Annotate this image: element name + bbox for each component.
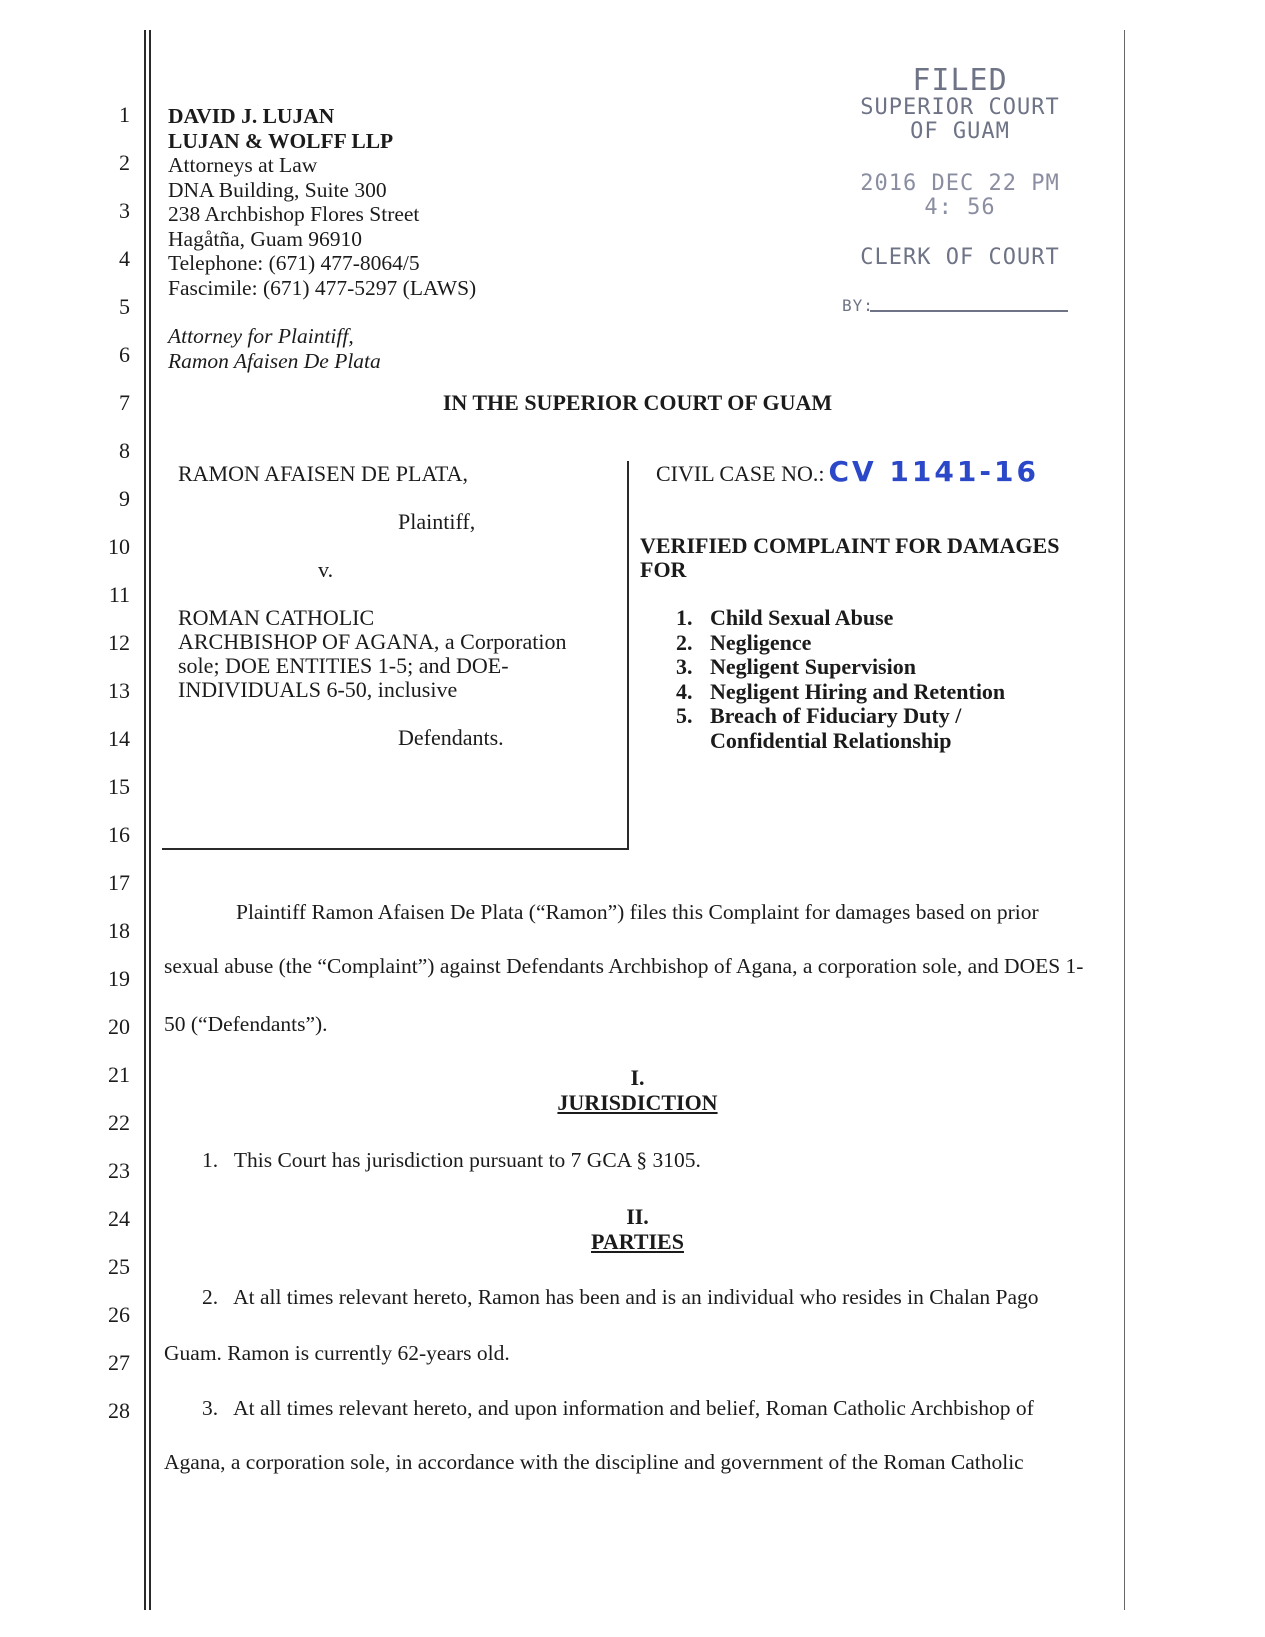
line-number: 13 [108, 678, 130, 703]
paragraph-1: 1. This Court has jurisdiction pursuant to 7 GCA § 3105. [202, 1148, 701, 1172]
stamp-signature-line [870, 310, 1068, 312]
plaintiff-label: Plaintiff, [398, 509, 476, 534]
left-margin-rule-inner [149, 30, 151, 1610]
line-number: 20 [108, 1014, 130, 1039]
section-1-heading-text: JURISDICTION [557, 1090, 718, 1115]
line-number: 12 [108, 630, 130, 655]
line-number: 7 [119, 390, 130, 415]
defendants-label: Defendants. [398, 725, 504, 750]
intro-line: Plaintiff Ramon Afaisen De Plata (“Ramon”) files this Complaint for damages based on prior [236, 900, 1039, 924]
claim-text: Negligent Hiring and Retention [710, 678, 1006, 704]
attorney-fax: Fascimile: (671) 477-5297 (LAWS) [168, 275, 477, 300]
attorney-address-line: Hagåtña, Guam 96910 [168, 226, 363, 251]
line-number: 24 [108, 1206, 130, 1231]
complaint-title-line2: FOR [640, 557, 687, 582]
line-number: 27 [108, 1350, 130, 1375]
claim-item [676, 729, 1116, 754]
line-number: 2 [119, 150, 130, 175]
stamp-clerk: CLERK OF COURT [860, 245, 1060, 270]
stamp-court-line2: OF GUAM [910, 119, 1010, 144]
line-number: 9 [119, 486, 130, 511]
claim-number: 5. [676, 703, 693, 728]
line-number: 3 [119, 198, 130, 223]
left-margin-rule-outer [144, 30, 146, 1610]
line-number: 14 [108, 726, 130, 751]
claim-item [676, 655, 1116, 680]
versus: v. [318, 557, 334, 582]
case-number [656, 455, 1116, 488]
caption-parties [178, 462, 628, 750]
law-firm-name: LUJAN & WOLFF LLP [168, 128, 394, 153]
section-2-numeral: II. [626, 1204, 649, 1229]
line-number: 19 [108, 966, 130, 991]
section-1-heading [150, 1091, 1125, 1115]
attorney-client: Ramon Afaisen De Plata [168, 348, 381, 373]
claims-list [676, 606, 1116, 753]
defendant-line: ARCHBISHOP OF AGANA, a Corporation [178, 629, 567, 654]
paragraph-3-line: 3. At all times relevant hereto, and upon information and belief, Roman Catholic Archbishop of [202, 1396, 1034, 1420]
filed-stamp [840, 63, 1080, 316]
stamp-filed: FILED [912, 63, 1008, 98]
line-number: 15 [108, 774, 130, 799]
claim-number: 2. [676, 629, 693, 655]
stamp-by-line [840, 296, 1080, 316]
line-number: 26 [108, 1302, 130, 1327]
line-number: 25 [108, 1254, 130, 1279]
line-number: 23 [108, 1158, 130, 1183]
plaintiff-name: RAMON AFAISEN DE PLATA, [178, 461, 468, 486]
claim-text: Breach of Fiduciary Duty / [710, 703, 962, 728]
line-number: 21 [108, 1062, 130, 1087]
claim-text: Negligence [710, 629, 812, 655]
claim-number: 1. [676, 605, 693, 630]
case-number-handwritten: CV 1141-16 [828, 455, 1039, 488]
paragraph-2-line: Guam. Ramon is currently 62-years old. [164, 1341, 510, 1365]
paragraph-3-line: Agana, a corporation sole, in accordance with the discipline and government of the Roman Catholic [164, 1450, 1024, 1474]
attorney-name: DAVID J. LUJAN [168, 104, 335, 128]
section-1-numeral: I. [630, 1065, 645, 1090]
claim-item [676, 631, 1116, 656]
claim-text: Child Sexual Abuse [710, 605, 894, 630]
section-2-heading [150, 1230, 1125, 1254]
line-number: 6 [119, 342, 130, 367]
line-number: 5 [119, 294, 130, 319]
attorney-address-line: Attorneys at Law [168, 153, 318, 177]
caption-divider-horizontal [162, 848, 629, 850]
claim-text: Negligent Supervision [710, 654, 916, 679]
court-title: IN THE SUPERIOR COURT OF GUAM [442, 390, 833, 415]
complaint-title [640, 534, 1110, 582]
line-number: 8 [119, 438, 130, 463]
line-number: 16 [108, 822, 130, 847]
line-number: 28 [108, 1398, 130, 1423]
attorney-phone: Telephone: (671) 477-8064/5 [168, 251, 420, 275]
line-number: 4 [119, 246, 130, 271]
stamp-court-line1: SUPERIOR COURT [860, 95, 1060, 120]
claim-item [676, 680, 1116, 705]
claim-number: 4. [676, 678, 693, 704]
complaint-title-line1: VERIFIED COMPLAINT FOR DAMAGES [640, 533, 1060, 558]
attorney-address-line: 238 Archbishop Flores Street [168, 202, 420, 226]
stamp-by-label: BY: [842, 296, 874, 315]
attorney-address-line: DNA Building, Suite 300 [168, 177, 387, 202]
case-number-label: CIVIL CASE NO.: [656, 461, 825, 486]
claim-text: Confidential Relationship [710, 727, 952, 753]
intro-line: sexual abuse (the “Complaint”) against Defendants Archbishop of Agana, a corporation sole, and DOES 1- [164, 954, 1084, 978]
paragraph-2-line: 2. At all times relevant hereto, Ramon has been and is an individual who resides in Chalan Pago [202, 1285, 1039, 1309]
line-number: 22 [108, 1110, 130, 1135]
defendant-line: sole; DOE ENTITIES 1-5; and DOE- [178, 653, 509, 678]
line-number: 11 [108, 582, 130, 607]
caption-divider-vertical [627, 461, 629, 849]
line-number: 1 [119, 102, 130, 127]
section-2-heading-text: PARTIES [591, 1229, 684, 1254]
claim-number: 3. [676, 654, 693, 679]
stamp-date: 2016 DEC 22 PM 4: 56 [860, 171, 1060, 220]
line-number: 10 [108, 534, 130, 559]
attorney-role: Attorney for Plaintiff, [168, 324, 354, 348]
defendant-line: INDIVIDUALS 6-50, inclusive [178, 677, 458, 702]
right-margin-rule [1124, 30, 1125, 1610]
defendant-line: ROMAN CATHOLIC [178, 605, 375, 630]
intro-line: 50 (“Defendants”). [164, 1012, 328, 1036]
claim-item [676, 606, 1116, 631]
claim-item [676, 704, 1116, 729]
line-number: 18 [108, 918, 130, 943]
attorney-block [168, 104, 728, 373]
line-number: 17 [108, 870, 130, 895]
